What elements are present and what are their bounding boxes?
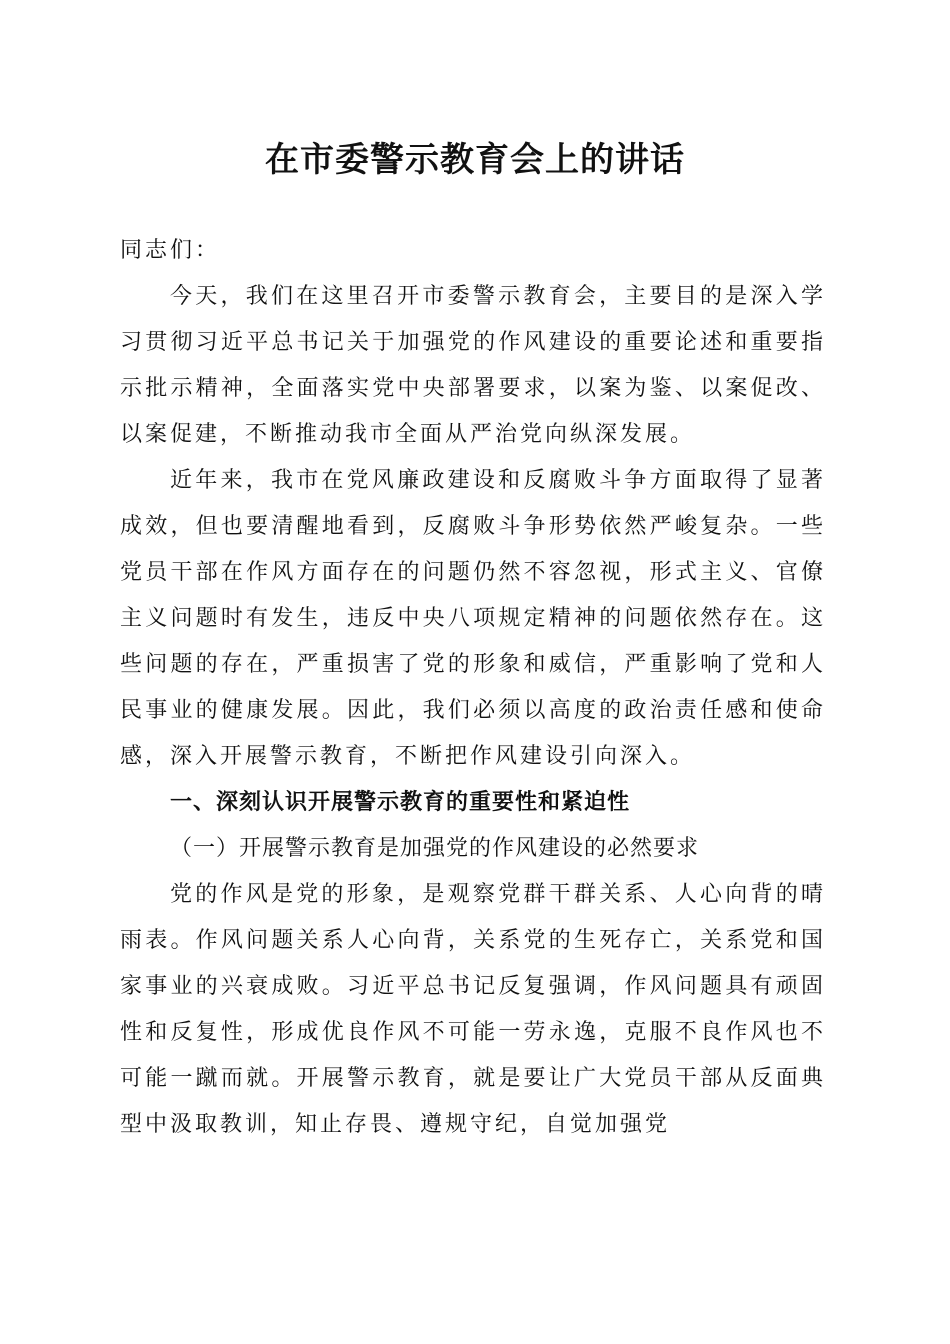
- paragraph-situation: 近年来，我市在党风廉政建设和反腐败斗争方面取得了显著成效，但也要清醒地看到，反腐败斗争形势依然严峻复杂。一些党员干部在作风方面存在的问题仍然不容忽视，形式主义、官僚主义问题时有发生，违反中央八项规定精神的问题依然存在。这些问题的存在，严重损害了党的形象和威信，严重影响了党和人民事业的健康发展。因此，我们必须以高度的政治责任感和使命感，深入开展警示教育，不断把作风建设引向深入。: [120, 468, 826, 769]
- subsection-heading: （一）开展警示教育是加强党的作风建设的必然要求: [170, 836, 700, 861]
- section-heading: 一、深刻认识开展警示教育的重要性和紧迫性: [170, 790, 631, 815]
- document-title: 在市委警示教育会上的讲话: [265, 140, 685, 180]
- salutation: 同志们：: [120, 238, 221, 263]
- document-body: [120, 228, 826, 1148]
- paragraph-style: 党的作风是党的形象，是观察党群干群关系、人心向背的晴雨表。作风问题关系人心向背，关系党的生死存亡，关系党和国家事业的兴衰成败。习近平总书记反复强调，作风问题具有顽固性和反复性，形成优良作风不可能一劳永逸，克服不良作风也不可能一蹴而就。开展警示教育，就是要让广大党员干部从反面典型中汲取教训，知止存畏、遵规守纪，自觉加强党: [120, 882, 826, 1137]
- paragraph-intro: 今天，我们在这里召开市委警示教育会，主要目的是深入学习贯彻习近平总书记关于加强党的作风建设的重要论述和重要指示批示精神，全面落实党中央部署要求，以案为鉴、以案促改、以案促建，不断推动我市全面从严治党向纵深发展。: [120, 284, 826, 447]
